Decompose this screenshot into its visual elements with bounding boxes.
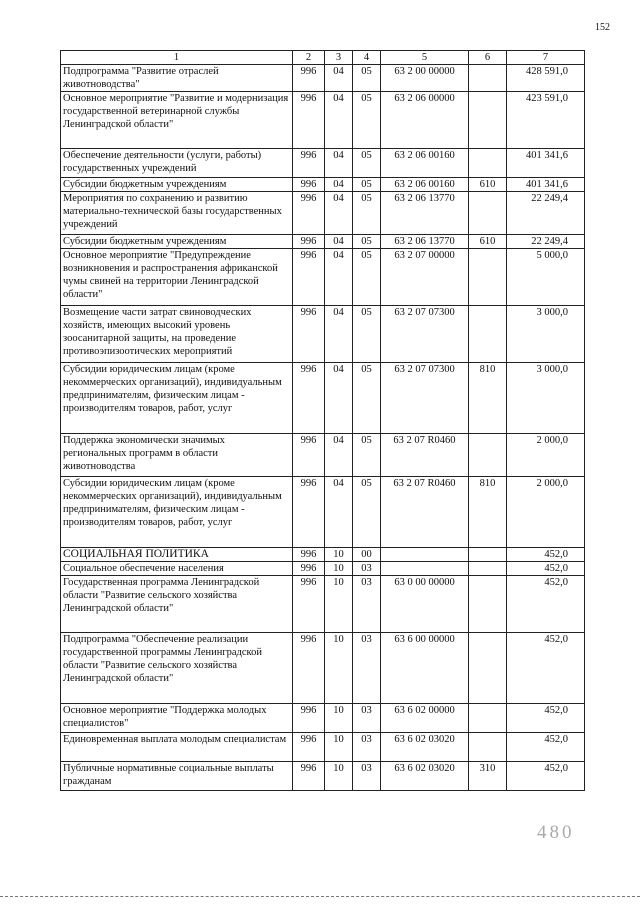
- item-name-cell: Социальное обеспечение населения: [61, 562, 293, 576]
- expense-type-cell: [469, 249, 507, 306]
- target-article-cell: 63 2 06 00160: [381, 178, 469, 192]
- item-name-cell: Основное мероприятие "Поддержка молодых специалистов": [61, 704, 293, 733]
- table-row: [61, 306, 585, 363]
- subsection-code-cell: 05: [353, 178, 381, 192]
- ministry-code-cell: 996: [293, 249, 325, 306]
- target-article-cell: 63 2 06 13770: [381, 235, 469, 249]
- expense-type-cell: [469, 92, 507, 149]
- table-row: [61, 178, 585, 192]
- target-article-cell: 63 6 02 03020: [381, 762, 469, 791]
- ministry-code-cell: 996: [293, 576, 325, 633]
- expense-type-cell: 810: [469, 477, 507, 548]
- section-code-cell: 04: [325, 306, 353, 363]
- ministry-code-cell: 996: [293, 762, 325, 791]
- target-article-cell: 63 6 00 00000: [381, 633, 469, 704]
- item-name-cell: Субсидии бюджетным учреждениям: [61, 235, 293, 249]
- target-article-cell: 63 2 07 R0460: [381, 477, 469, 548]
- subsection-code-cell: 05: [353, 92, 381, 149]
- column-header: 1: [61, 51, 293, 65]
- subsection-code-cell: 03: [353, 733, 381, 762]
- item-name-cell: Подпрограмма "Обеспечение реализации государственной программы Ленинградской области "Развитие сельского хозяйства Ленинградской области": [61, 633, 293, 704]
- column-header: 5: [381, 51, 469, 65]
- expense-type-cell: 310: [469, 762, 507, 791]
- subsection-code-cell: 00: [353, 548, 381, 562]
- target-article-cell: 63 2 07 07300: [381, 363, 469, 434]
- expense-type-cell: [469, 192, 507, 235]
- table-row: [61, 92, 585, 149]
- expense-type-cell: [469, 149, 507, 178]
- expense-type-cell: [469, 733, 507, 762]
- item-name-cell: Субсидии бюджетным учреждениям: [61, 178, 293, 192]
- table-row: [61, 434, 585, 477]
- section-code-cell: 04: [325, 192, 353, 235]
- table-row: [61, 192, 585, 235]
- target-article-cell: 63 2 07 00000: [381, 249, 469, 306]
- amount-cell: 452,0: [507, 633, 585, 704]
- item-name-cell: Основное мероприятие "Предупреждение возникновения и распространения африканской чумы свиней на территории Ленинградской области": [61, 249, 293, 306]
- section-code-cell: 10: [325, 548, 353, 562]
- section-code-cell: 10: [325, 562, 353, 576]
- subsection-code-cell: 03: [353, 704, 381, 733]
- table-row: [61, 149, 585, 178]
- section-code-cell: 04: [325, 363, 353, 434]
- section-code-cell: 04: [325, 249, 353, 306]
- item-name-cell: Поддержка экономически значимых региональных программ в области животноводства: [61, 434, 293, 477]
- ministry-code-cell: 996: [293, 562, 325, 576]
- section-code-cell: 04: [325, 178, 353, 192]
- target-article-cell: 63 6 02 03020: [381, 733, 469, 762]
- subsection-code-cell: 05: [353, 149, 381, 178]
- page-number: 152: [595, 22, 610, 33]
- section-code-cell: 04: [325, 235, 353, 249]
- amount-cell: 401 341,6: [507, 149, 585, 178]
- expense-type-cell: [469, 576, 507, 633]
- section-code-cell: 10: [325, 733, 353, 762]
- amount-cell: 452,0: [507, 562, 585, 576]
- section-code-cell: 04: [325, 477, 353, 548]
- table-row: [61, 562, 585, 576]
- subsection-code-cell: 03: [353, 762, 381, 791]
- section-code-cell: 10: [325, 762, 353, 791]
- expense-type-cell: [469, 562, 507, 576]
- amount-cell: 22 249,4: [507, 235, 585, 249]
- subsection-code-cell: 03: [353, 633, 381, 704]
- target-article-cell: [381, 562, 469, 576]
- amount-cell: 428 591,0: [507, 65, 585, 92]
- section-code-cell: 10: [325, 633, 353, 704]
- item-name-cell: СОЦИАЛЬНАЯ ПОЛИТИКА: [61, 548, 293, 562]
- section-code-cell: 04: [325, 149, 353, 178]
- subsection-code-cell: 03: [353, 576, 381, 633]
- table-row: [61, 733, 585, 762]
- item-name-cell: Субсидии юридическим лицам (кроме некоммерческих организаций), индивидуальным предпринимателям, физическим лицам - производителям товаров, работ, услуг: [61, 477, 293, 548]
- table-row: [61, 576, 585, 633]
- amount-cell: 401 341,6: [507, 178, 585, 192]
- amount-cell: 22 249,4: [507, 192, 585, 235]
- table-row: [61, 762, 585, 791]
- budget-table: [60, 50, 585, 791]
- target-article-cell: 63 6 02 00000: [381, 704, 469, 733]
- section-code-cell: 10: [325, 576, 353, 633]
- expense-type-cell: 810: [469, 363, 507, 434]
- column-header: 2: [293, 51, 325, 65]
- item-name-cell: Единовременная выплата молодым специалистам: [61, 733, 293, 762]
- ministry-code-cell: 996: [293, 192, 325, 235]
- amount-cell: 5 000,0: [507, 249, 585, 306]
- subsection-code-cell: 05: [353, 192, 381, 235]
- expense-type-cell: [469, 633, 507, 704]
- section-code-cell: 04: [325, 434, 353, 477]
- table-row: [61, 65, 585, 92]
- amount-cell: 452,0: [507, 548, 585, 562]
- target-article-cell: 63 0 00 00000: [381, 576, 469, 633]
- table-row: [61, 477, 585, 548]
- ministry-code-cell: 996: [293, 477, 325, 548]
- item-name-cell: Публичные нормативные социальные выплаты гражданам: [61, 762, 293, 791]
- ministry-code-cell: 996: [293, 235, 325, 249]
- table-row: [61, 548, 585, 562]
- amount-cell: 452,0: [507, 733, 585, 762]
- table-row: [61, 363, 585, 434]
- amount-cell: 452,0: [507, 704, 585, 733]
- page-bottom-edge: [0, 896, 640, 899]
- ministry-code-cell: 996: [293, 363, 325, 434]
- item-name-cell: Мероприятия по сохранению и развитию материально-технической базы государственных учреждений: [61, 192, 293, 235]
- table-row: [61, 704, 585, 733]
- expense-type-cell: [469, 704, 507, 733]
- ministry-code-cell: 996: [293, 149, 325, 178]
- table-row: [61, 633, 585, 704]
- expense-type-cell: [469, 306, 507, 363]
- header-row: [61, 51, 585, 65]
- expense-type-cell: 610: [469, 178, 507, 192]
- subsection-code-cell: 05: [353, 306, 381, 363]
- amount-cell: 452,0: [507, 576, 585, 633]
- amount-cell: 2 000,0: [507, 434, 585, 477]
- target-article-cell: [381, 548, 469, 562]
- table-row: [61, 235, 585, 249]
- section-code-cell: 04: [325, 92, 353, 149]
- ministry-code-cell: 996: [293, 434, 325, 477]
- ministry-code-cell: 996: [293, 178, 325, 192]
- target-article-cell: 63 2 00 00000: [381, 65, 469, 92]
- item-name-cell: Подпрограмма "Развитие отраслей животноводства": [61, 65, 293, 92]
- ministry-code-cell: 996: [293, 704, 325, 733]
- expense-type-cell: [469, 65, 507, 92]
- page-stamp: 480: [537, 822, 575, 843]
- section-code-cell: 04: [325, 65, 353, 92]
- ministry-code-cell: 996: [293, 92, 325, 149]
- subsection-code-cell: 05: [353, 249, 381, 306]
- amount-cell: 3 000,0: [507, 306, 585, 363]
- column-header: 6: [469, 51, 507, 65]
- subsection-code-cell: 03: [353, 562, 381, 576]
- amount-cell: 452,0: [507, 762, 585, 791]
- subsection-code-cell: 05: [353, 363, 381, 434]
- subsection-code-cell: 05: [353, 235, 381, 249]
- expense-type-cell: 610: [469, 235, 507, 249]
- target-article-cell: 63 2 07 R0460: [381, 434, 469, 477]
- ministry-code-cell: 996: [293, 65, 325, 92]
- section-code-cell: 10: [325, 704, 353, 733]
- expense-type-cell: [469, 548, 507, 562]
- expense-type-cell: [469, 434, 507, 477]
- amount-cell: 423 591,0: [507, 92, 585, 149]
- ministry-code-cell: 996: [293, 633, 325, 704]
- item-name-cell: Субсидии юридическим лицам (кроме некоммерческих организаций), индивидуальным предпринимателям, физическим лицам - производителям товаров, работ, услуг: [61, 363, 293, 434]
- amount-cell: 3 000,0: [507, 363, 585, 434]
- subsection-code-cell: 05: [353, 65, 381, 92]
- item-name-cell: Обеспечение деятельности (услуги, работы) государственных учреждений: [61, 149, 293, 178]
- target-article-cell: 63 2 06 13770: [381, 192, 469, 235]
- ministry-code-cell: 996: [293, 548, 325, 562]
- column-header: 3: [325, 51, 353, 65]
- item-name-cell: Государственная программа Ленинградской области "Развитие сельского хозяйства Ленинградской области": [61, 576, 293, 633]
- target-article-cell: 63 2 07 07300: [381, 306, 469, 363]
- target-article-cell: 63 2 06 00000: [381, 92, 469, 149]
- target-article-cell: 63 2 06 00160: [381, 149, 469, 178]
- ministry-code-cell: 996: [293, 733, 325, 762]
- amount-cell: 2 000,0: [507, 477, 585, 548]
- ministry-code-cell: 996: [293, 306, 325, 363]
- subsection-code-cell: 05: [353, 434, 381, 477]
- table-row: [61, 249, 585, 306]
- item-name-cell: Возмещение части затрат свиноводческих хозяйств, имеющих высокий уровень зоосанитарной защиты, на проведение противоэпизоотических мероприятий: [61, 306, 293, 363]
- item-name-cell: Основное мероприятие "Развитие и модернизация государственной ветеринарной службы Ленинградской области": [61, 92, 293, 149]
- column-header: 4: [353, 51, 381, 65]
- column-header: 7: [507, 51, 585, 65]
- subsection-code-cell: 05: [353, 477, 381, 548]
